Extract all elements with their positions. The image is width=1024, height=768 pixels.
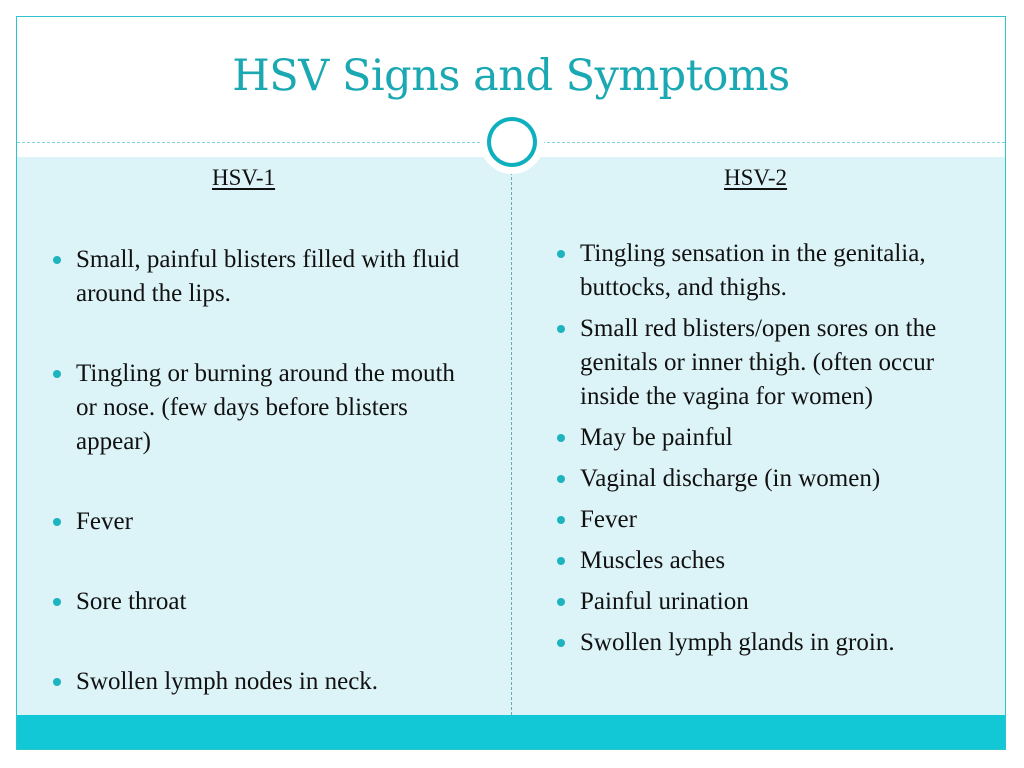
list-item [49,243,469,311]
circle-ornament-center [491,121,533,163]
hsv1-symptom-list [49,243,469,745]
list-item-text: Small red blisters/open sores on the genitals or inner thigh. (often occur inside the vagina for women) [580,315,937,410]
bullet-icon [557,325,565,333]
list-item-text: Muscles aches [580,547,726,574]
bullet-icon [557,475,565,483]
list-item [553,237,993,305]
bullet-icon [53,518,61,526]
hsv2-heading: HSV-2 [724,165,788,190]
list-item [553,421,993,455]
bullet-icon [557,598,565,606]
bullet-icon [53,598,61,606]
bullet-icon [53,370,61,378]
bullet-icon [557,639,565,647]
list-item [553,312,993,414]
list-item [553,585,993,619]
hsv2-symptom-list [553,237,993,667]
bullet-icon [53,678,61,686]
list-item-text: Fever [580,506,637,533]
list-item [553,462,993,496]
list-item [553,544,993,578]
slide-frame [16,16,1006,750]
list-item [553,503,993,537]
list-item [49,357,469,459]
slide-title: HSV Signs and Symptoms [232,51,790,101]
list-item [49,665,469,699]
list-item-text: Small, painful blisters filled with fluid around the lips. [76,246,460,307]
list-item-text: Sore throat [76,588,187,615]
bullet-icon [557,434,565,442]
bullet-icon [53,256,61,264]
bullet-icon [557,250,565,258]
list-item-text: Fever [76,508,133,535]
list-item [553,626,993,660]
list-item-text: Tingling or burning around the mouth or nose. (few days before blisters appear) [76,360,455,455]
list-item-text: Vaginal discharge (in women) [580,465,881,492]
list-item-text: May be painful [580,424,733,451]
column-divider [511,157,512,715]
list-item-text: Tingling sensation in the genitalia, buttocks, and thighs. [580,240,926,301]
bullet-icon [557,516,565,524]
list-item-text: Swollen lymph nodes in neck. [76,668,379,695]
bullet-icon [557,557,565,565]
list-item [49,505,469,539]
hsv1-heading: HSV-1 [212,165,276,190]
list-item-text: Swollen lymph glands in groin. [580,629,895,656]
list-item [49,585,469,619]
list-item-text: Painful urination [580,588,749,615]
